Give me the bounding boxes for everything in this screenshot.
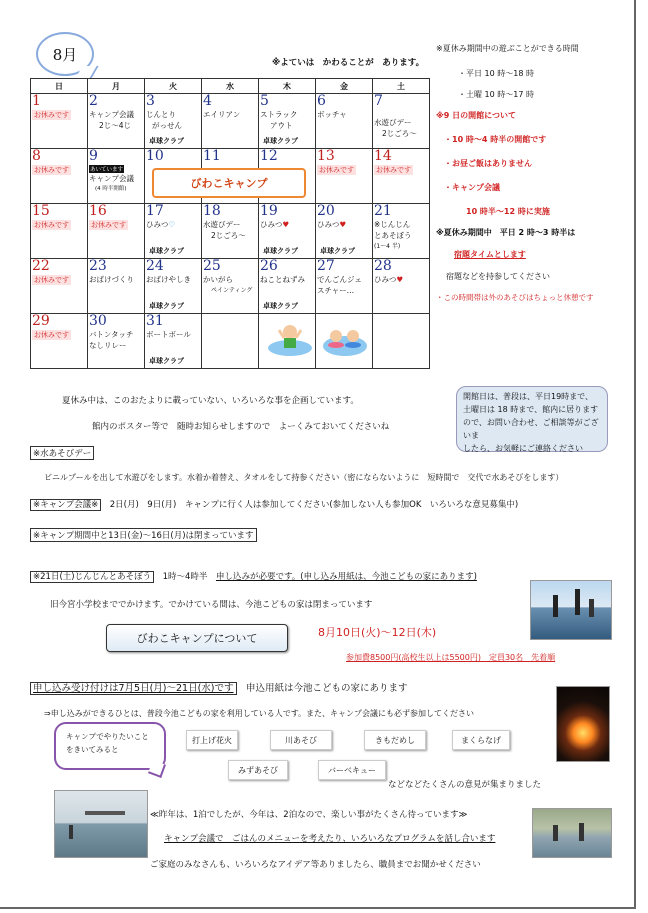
event-text: ボッチャ: [317, 110, 347, 119]
event-text: がっせん: [152, 121, 182, 130]
week-row: [31, 259, 430, 314]
closed-badge: お休みです: [91, 221, 126, 229]
week-row: [31, 314, 430, 369]
event-text: かいがら: [203, 275, 233, 284]
weekday-mon: 月: [88, 79, 145, 94]
schedule-notice: ※よていは かわることが あります。: [272, 58, 425, 68]
event-text: [374, 274, 428, 285]
note-line: ・お昼ご飯はありません: [444, 159, 532, 168]
event-text: スチャー…: [317, 286, 355, 295]
kid-figure: [589, 599, 594, 617]
event-text: アウト: [270, 121, 293, 130]
note-line: ・キャンプ会議: [444, 183, 500, 192]
day-number: 9: [89, 148, 98, 164]
weekday-wed: 水: [202, 79, 259, 94]
pier-shape: [85, 811, 125, 815]
club-label: 卓球クラブ: [149, 137, 184, 145]
water-day-text: ビニルプールを出して水遊びをします。水着か着替え、タオルをして持参ください（密にならないように 短時間で 交代で水あそびをします）: [44, 473, 564, 482]
kid-figure: [553, 825, 558, 841]
note-line: ・10 時〜4 時半の開館です: [444, 135, 547, 144]
club-label: 卓球クラブ: [263, 247, 298, 255]
closed-badge: お休みです: [34, 111, 69, 119]
empty-cell: [202, 314, 259, 369]
note-line: 10 時半〜12 時に実施: [466, 207, 550, 216]
info-line: ので、お問い合わせ、ご相談等がございま: [463, 418, 599, 440]
day-cell: [316, 149, 373, 204]
day-cell: [373, 204, 430, 259]
idea-tag: 川あそび: [270, 730, 332, 750]
weekday-thu: 木: [259, 79, 316, 94]
day-number: 19: [260, 203, 278, 219]
event-text: じんとり: [146, 110, 176, 119]
camp-period-notice: ※キャンプ期間中と13日(金)〜16日(月)は閉まっています: [30, 528, 257, 542]
event-text: ねことねずみ: [260, 275, 305, 284]
day-number: 12: [260, 148, 278, 164]
note-line: ・この時間帯は外のあそびはちょっと休憩です: [436, 293, 594, 302]
day-number: 1: [32, 93, 41, 109]
note-line: ※夏休み期間中 平日 2 時〜3 時半は: [436, 228, 576, 237]
jinjin-text2: 旧今宮小学校まででかけます。でかけている間は、今池こどもの家は閉まっています: [50, 600, 373, 610]
jinjin-line: [30, 570, 477, 582]
event-label: ひみつ: [374, 275, 397, 284]
club-label: 卓球クラブ: [149, 247, 184, 255]
event-text: 2じ〜4じ: [99, 121, 132, 130]
meeting-text: 2日(月) 9日(月) キャンプに行く人は参加してください(参加しない人も参加OK いろいろな意見募集中): [109, 500, 519, 510]
idea-tag: きもだめし: [364, 730, 426, 750]
day-number: 3: [146, 93, 155, 109]
closing-text: ご家庭のみなさんも、いろいろなアイデア等ありましたら、職員までお聞かせください: [150, 860, 481, 870]
closing-text: キャンプ会議で ごはんのメニューを考えたり、いろいろなプログラムを話し合います: [164, 834, 496, 844]
event-text: 水遊びデー: [374, 118, 412, 127]
idea-tag: まくらなげ: [452, 730, 510, 750]
jinjin-text: 申し込みが必要です。(申し込み用紙は、今池こどもの家にあります): [215, 572, 477, 582]
day-cell: [373, 259, 430, 314]
event-text: なしリレー: [89, 341, 127, 350]
idea-tag: バーベキュー: [318, 760, 386, 780]
notes-column: [436, 42, 636, 303]
heart-outline-icon: ♡: [168, 220, 176, 229]
note-line: ・土曜 10 時〜17 時: [458, 90, 534, 99]
day-cell: [202, 259, 259, 314]
club-label: 卓球クラブ: [263, 137, 298, 145]
eligibility-text: ⇒申し込みができるひとは、普段今池こどもの家を利用している人です。また、キャンプ会議にも必ず参加してください: [44, 709, 475, 718]
day-number: 31: [146, 313, 164, 329]
day-number: 16: [89, 203, 107, 219]
kid-figure: [553, 595, 558, 617]
day-number: 29: [32, 313, 50, 329]
empty-cell: [259, 314, 316, 369]
day-cell: [259, 204, 316, 259]
event-text: ペインティング: [211, 287, 253, 294]
event-text: [146, 219, 200, 230]
kid-figure: [69, 825, 73, 839]
month-badge: 8月: [36, 32, 94, 76]
empty-cell: [373, 314, 430, 369]
idea-tag: みずあそび: [228, 760, 288, 780]
open-badge: あいています: [90, 167, 124, 173]
closed-badge: お休みです: [319, 166, 354, 174]
day-cell: [145, 259, 202, 314]
beach-photo: [54, 790, 148, 858]
heart-icon: ♥: [282, 220, 290, 229]
kid-figure: [575, 589, 580, 615]
intro-text: 夏休み中は、このおたよりに載っていない、いろいろな事を企画しています。: [62, 396, 359, 406]
day-cell: [31, 259, 88, 314]
day-cell: [316, 94, 373, 149]
info-line: 土曜日は 18 時まで、館内に居ります: [463, 405, 599, 414]
day-cell: [31, 149, 88, 204]
meeting-line: [30, 498, 518, 510]
day-cell: [31, 314, 88, 369]
day-number: 24: [146, 258, 164, 274]
river-kids-photo: [532, 808, 612, 858]
intro-text: 館内のポスター等で 随時お知らせしますので よーくみておいてくださいね: [92, 422, 390, 432]
event-text: 2じごろ〜: [211, 231, 246, 240]
day-number: 7: [374, 93, 383, 109]
event-text: エイリアン: [203, 110, 241, 119]
weekday-row: [31, 79, 430, 94]
heart-icon: ♥: [339, 220, 347, 229]
club-label: 卓球クラブ: [263, 302, 298, 310]
day-cell: [88, 204, 145, 259]
jinjin-time: 1時〜4時半: [162, 572, 208, 582]
apply-text: 申込用紙は今池こどもの家にあります: [246, 683, 408, 694]
club-label: 卓球クラブ: [149, 302, 184, 310]
apply-title: 申し込み受け付けは7月5日(月)〜21日(水)です: [30, 682, 237, 695]
kids-pool-illustration: [320, 318, 370, 358]
day-number: 2: [89, 93, 98, 109]
jinjin-title: ※21日(土)じんじんとあそぼう: [30, 571, 154, 583]
calendar-table: [30, 78, 430, 369]
day-number: 22: [32, 258, 50, 274]
day-cell: [373, 94, 430, 149]
event-label: ひみつ: [260, 220, 283, 229]
event-text: 2じごろ〜: [382, 129, 417, 138]
opening-hours-box: [456, 386, 608, 452]
weekday-tue: 火: [145, 79, 202, 94]
club-label: 卓球クラブ: [149, 357, 184, 365]
day-number: 28: [374, 258, 392, 274]
event-text: ※じんじん: [374, 220, 411, 229]
closing-text: ≪昨年は、1泊でしたが、今年は、2泊なので、楽しい事がたくさん待っています≫: [150, 810, 468, 820]
weekday-fri: 金: [316, 79, 373, 94]
day-number: 20: [317, 203, 335, 219]
event-text: キャンプ会議: [89, 174, 134, 183]
day-number: 18: [203, 203, 221, 219]
day-cell: [145, 204, 202, 259]
note-line: ※夏休み期間中の遊ぶことができる時間: [436, 44, 579, 53]
closed-badge: お休みです: [34, 331, 69, 339]
week-row: [31, 94, 430, 149]
closed-badge: お休みです: [34, 276, 69, 284]
lake-kids-photo: [530, 580, 612, 640]
info-line: 開館日は、普段は、平日19時まで、: [463, 392, 594, 401]
campfire-photo: [556, 686, 610, 762]
event-text: でんごんジェ: [317, 275, 362, 284]
ideas-summary: などなどたくさんの意見が集まりました: [388, 780, 542, 790]
event-text: 水遊びデー: [203, 220, 241, 229]
info-line: したら、お気軽にご連絡ください: [463, 444, 583, 453]
day-number: 14: [374, 148, 392, 164]
day-cell: [259, 259, 316, 314]
day-number: 5: [260, 93, 269, 109]
day-cell: [316, 204, 373, 259]
camp-info-button[interactable]: びわこキャンプについて: [106, 624, 288, 652]
day-number: 26: [260, 258, 278, 274]
event-text: キャンプ会議: [89, 110, 134, 119]
event-text: (4 時半開館): [95, 186, 127, 192]
event-text: とあそぼう: [374, 231, 412, 240]
event-text: おばけづくり: [89, 275, 134, 284]
event-text: [317, 219, 371, 230]
day-number: 13: [317, 148, 335, 164]
note-line: ・平日 10 時〜18 時: [458, 69, 534, 78]
note-line: ※9 日の開館について: [436, 111, 516, 120]
event-text: ボートボール: [146, 330, 191, 339]
idea-tag: 打上げ花火: [186, 730, 238, 750]
water-day-title: ※水あそびデー: [30, 446, 94, 460]
day-number: 27: [317, 258, 335, 274]
event-text: ストラック: [260, 110, 298, 119]
day-cell: [88, 149, 145, 204]
event-label: ひみつ: [146, 220, 169, 229]
empty-cell: [316, 314, 373, 369]
kid-figure: [579, 823, 584, 841]
note-line: 宿題タイムとします: [454, 250, 526, 259]
closed-badge: お休みです: [376, 166, 411, 174]
day-number: 21: [374, 203, 392, 219]
heart-icon: ♥: [396, 275, 404, 284]
event-text: [260, 219, 314, 230]
meeting-title: ※キャンプ会議※: [30, 499, 101, 511]
day-cell: [88, 259, 145, 314]
day-cell: [316, 259, 373, 314]
event-text: (1〜4 半): [374, 243, 401, 250]
event-text: バトンタッチ: [89, 330, 134, 339]
day-cell: [202, 204, 259, 259]
speech-bubble: キャンプでやりたいことをきいてみると: [54, 722, 166, 770]
day-number: 23: [89, 258, 107, 274]
camp-dates: 8月10日(火)〜12日(木): [318, 626, 437, 639]
day-cell: [145, 314, 202, 369]
day-number: 6: [317, 93, 326, 109]
day-cell: [31, 94, 88, 149]
week-row: [31, 204, 430, 259]
day-number: 30: [89, 313, 107, 329]
day-cell: [31, 204, 88, 259]
apply-line: [30, 680, 408, 694]
weekday-sat: 土: [373, 79, 430, 94]
closed-badge: お休みです: [34, 166, 69, 174]
day-number: 10: [146, 148, 164, 164]
day-number: 4: [203, 93, 212, 109]
day-number: 25: [203, 258, 221, 274]
day-number: 17: [146, 203, 164, 219]
day-number: 11: [203, 148, 221, 164]
event-label: ひみつ: [317, 220, 340, 229]
day-cell: [373, 149, 430, 204]
day-cell: [88, 314, 145, 369]
day-cell: [145, 94, 202, 149]
weekday-sun: 日: [31, 79, 88, 94]
day-cell: [88, 94, 145, 149]
day-cell: [259, 94, 316, 149]
day-cell: [202, 94, 259, 149]
note-line: 宿題などを持参してください: [446, 272, 550, 281]
day-number: 8: [32, 148, 41, 164]
camp-fee: 参加費8500円(高校生以上は5500円) 定員30名 先着順: [346, 653, 556, 662]
closed-badge: お休みです: [34, 221, 69, 229]
biwako-camp-banner: びわこキャンプ: [152, 168, 306, 198]
club-label: 卓球クラブ: [320, 247, 355, 255]
event-text: おばけやしき: [146, 275, 191, 284]
day-number: 15: [32, 203, 50, 219]
kids-swimming-illustration: [265, 318, 315, 358]
